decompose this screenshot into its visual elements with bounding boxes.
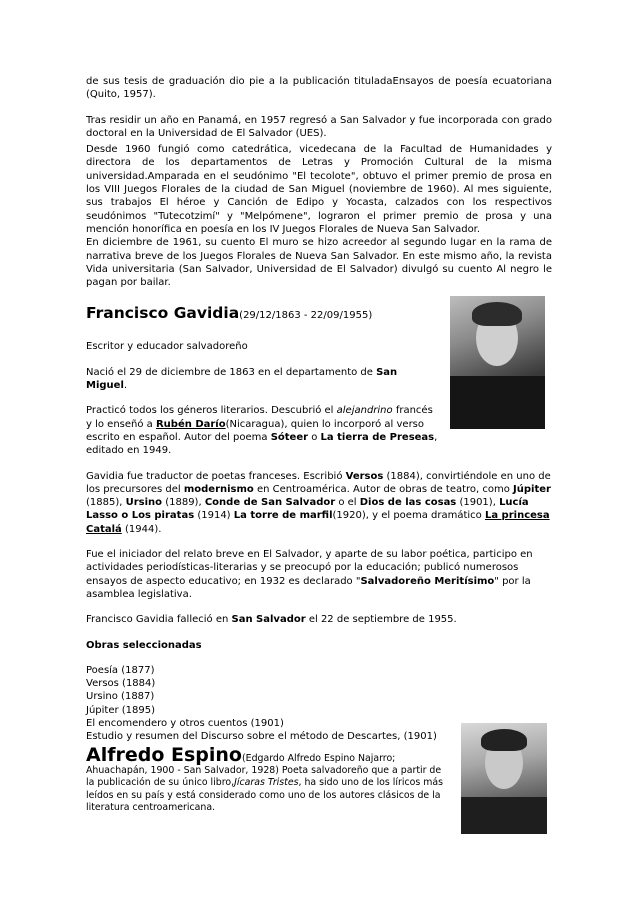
gavidia-dates: (29/12/1863 - 22/09/1955) — [239, 310, 373, 322]
espino-name: Alfredo Espino — [86, 743, 242, 766]
works-heading: Obras seleccionadas — [86, 639, 202, 651]
gavidia-heading — [86, 303, 438, 326]
intro-paragraph-1: de sus tesis de graduación dio pie a la publicación tituladaEnsayos de poesía ecuatoriana (Quito, 1957). — [86, 76, 552, 101]
gavidia-short-story-paragraph: Fue el iniciador del relato breve en El Salvador, y aparte de su labor poética, participo en actividades periodísticas-literarias y se preocupó por la educación; publicó numerosos ensayos de aspecto educativo; en 1932 es declarado "Salvadoreño Meritísimo" por la asamblea legislativa. — [86, 549, 533, 600]
intro-paragraph-2: Tras residir un año en Panamá, en 1957 regresó a San Salvador y fue incorporada con grado doctoral en la Universidad de El Salvador (UES). — [86, 114, 552, 139]
list-item: Versos (1884) — [86, 678, 156, 690]
list-item: El encomendero y otros cuentos (1901) — [86, 717, 284, 729]
gavidia-role: Escritor y educador salvadoreño — [86, 341, 248, 353]
gavidia-genres-paragraph: Practicó todos los géneros literarios. Descubrió el alejandrino francés y lo enseñó a Rubén Darío(Nicaragua), quien lo incorporó al verso escrito en español. Autor del poema Sóteer o La tierra de Preseas, editado en 1949. — [86, 405, 438, 457]
intro-paragraph-3: Desde 1960 fungió como catedrática, vicedecana de la Facultad de Humanidades y directora de los departamentos de Letras y Promoción Cultural de la misma universidad.Amparada en el seudónimo "El tecolote", obtuvo el primer premio de prosa en los VIII Juegos Florales de la ciudad de San Miguel (noviembre de 1960). Al mes siguiente, sus trabajos El héroe y Canción de Edipo y Yocasta, calzados con los respectivos seudónimos "Tutecotzimí" y "Melpómene", lograron el primer premio de prosa y una mención honorífica en poesía en los IV Juegos Florales de Nueva San Salvador. — [86, 144, 552, 235]
document-page — [86, 75, 552, 815]
gavidia-name: Francisco Gavidia — [86, 304, 240, 323]
gavidia-birth: Nació el 29 de diciembre de 1863 en el departamento de San Miguel. — [86, 366, 398, 392]
list-item: Estudio y resumen del Discurso sobre el método de Descartes, (1901) — [86, 731, 437, 743]
list-item: Ursino (1887) — [86, 691, 155, 703]
intro-paragraph-4: En diciembre de 1961, su cuento El muro se hizo acreedor al segundo lugar en la rama de narrativa breve de los Juegos Florales de Nueva San Salvador. En este mismo año, la revista Vida universitaria (San Salvador, Universidad de El Salvador) divulgó su cuento Al negro le pagan por bailar. — [86, 237, 552, 289]
link-ruben-dario[interactable]: Rubén Darío — [155, 418, 226, 430]
gavidia-death: Francisco Gavidia falleció en San Salvador el 22 de septiembre de 1955. — [86, 614, 457, 626]
gavidia-translator-paragraph: Gavidia fue traductor de poetas franceses. Escribió Versos (1884), convirtiéndole en uno de los precursores del modernismo en Centroamérica. Autor de obras de teatro, como Júpiter (1885), Ursino (1889), Conde de San Salvador o el Dios de las cosas (1901), Lucía Lasso o Los piratas (1914) La torre de marfil(1920), y el poema dramático La princesa Catalá (1944). — [86, 470, 551, 535]
gavidia-portrait — [450, 296, 545, 429]
link-la-princesa-catala[interactable]: La princesa Catalá — [86, 510, 550, 535]
list-item: Poesía (1877) — [86, 664, 155, 676]
birth-place: San Miguel — [86, 366, 398, 392]
espino-portrait — [461, 723, 547, 834]
gavidia-section — [86, 303, 438, 457]
list-item: Júpiter (1895) — [86, 704, 156, 716]
espino-section: Alfredo Espino(Edgardo Alfredo Espino Najarro; Ahuachapán, 1900 - San Salvador, 1928) Poeta salvadoreño que a partir de la publicación de su único libro,Jícaras Tristes, ha sido uno de los líricos más leídos en su país y está considerado como uno de los autores clásicos de la literatura centroamericana. — [86, 743, 443, 814]
